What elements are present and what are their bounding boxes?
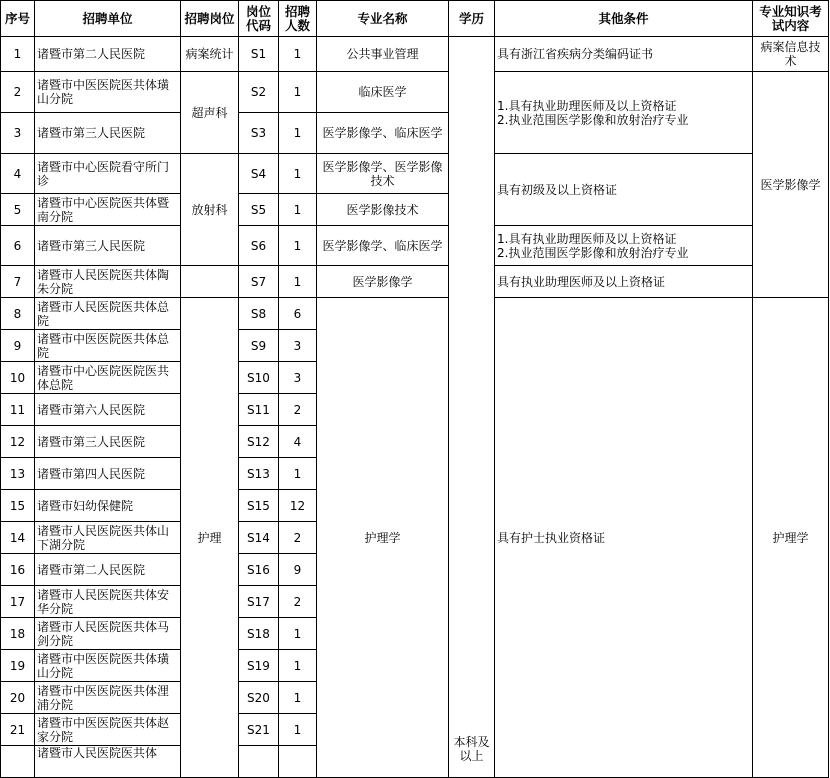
- cell-count: 1: [279, 113, 317, 154]
- cell-unit: 诸暨市中医医院医共体浬浦分院: [35, 682, 181, 714]
- cell-exam: 病案信息技术: [753, 37, 829, 72]
- cell-other-s7: 具有执业助理医师及以上资格证: [495, 266, 753, 298]
- cell-unit: 诸暨市中心医院看守所门诊: [35, 154, 181, 194]
- cell-other: 具有浙江省疾病分类编码证书: [495, 37, 753, 72]
- cell-unit: 诸暨市中心医院医共体暨南分院: [35, 194, 181, 226]
- cell-seq: 21: [1, 714, 35, 746]
- cell-count: 1: [279, 194, 317, 226]
- cell-code: S5: [239, 194, 279, 226]
- cell-major-nursing: 护理学: [317, 298, 449, 778]
- table-row: [1, 266, 829, 298]
- header-count: 招聘人数: [279, 1, 317, 37]
- cell-count: 2: [279, 394, 317, 426]
- cell-code: S15: [239, 490, 279, 522]
- table-row: [1, 226, 829, 266]
- cell-count: 1: [279, 682, 317, 714]
- table-row: [1, 298, 829, 330]
- cell-unit: 诸暨市中心医院医院医共体总院: [35, 362, 181, 394]
- cell-seq: 17: [1, 586, 35, 618]
- cell-code: [239, 746, 279, 778]
- cell-seq: 20: [1, 682, 35, 714]
- cell-code: S4: [239, 154, 279, 194]
- cell-unit: 诸暨市第四人民医院: [35, 458, 181, 490]
- cell-major: 医学影像学、临床医学: [317, 226, 449, 266]
- cell-code: S16: [239, 554, 279, 586]
- cell-code: S20: [239, 682, 279, 714]
- table-row: [1, 72, 829, 113]
- cell-unit: 诸暨市第六人民医院: [35, 394, 181, 426]
- cell-code: S18: [239, 618, 279, 650]
- cell-count: 1: [279, 618, 317, 650]
- cell-seq: 1: [1, 37, 35, 72]
- cell-major: 医学影像学: [317, 266, 449, 298]
- cell-other-s6: 1.具有执业助理医师及以上资格证 2.执业范围医学影像和放射治疗专业: [495, 226, 753, 266]
- cell-unit: 诸暨市中医医院医共体总院: [35, 330, 181, 362]
- cell-code: S8: [239, 298, 279, 330]
- cell-code: S17: [239, 586, 279, 618]
- cell-unit: 诸暨市人民医院医共体马剑分院: [35, 618, 181, 650]
- cell-code: S7: [239, 266, 279, 298]
- cell-position-ultrasound: 超声科: [181, 72, 239, 154]
- cell-unit: 诸暨市中医医院医共体璜山分院: [35, 72, 181, 113]
- cell-count: 1: [279, 226, 317, 266]
- cell-seq: 15: [1, 490, 35, 522]
- cell-major: 医学影像技术: [317, 194, 449, 226]
- header-exam: 专业知识考试内容: [753, 1, 829, 37]
- cell-unit: 诸暨市人民医院医共体安华分院: [35, 586, 181, 618]
- cell-unit: 诸暨市人民医院医共体总院: [35, 298, 181, 330]
- cell-unit: 诸暨市第二人民医院: [35, 554, 181, 586]
- cell-position-blank: [181, 266, 239, 298]
- cell-unit: 诸暨市人民医院医共体陶朱分院: [35, 266, 181, 298]
- cell-code: S1: [239, 37, 279, 72]
- cell-count: 12: [279, 490, 317, 522]
- cell-unit: 诸暨市第三人民医院: [35, 226, 181, 266]
- cell-seq: 6: [1, 226, 35, 266]
- cell-seq: 3: [1, 113, 35, 154]
- cell-count: 1: [279, 72, 317, 113]
- cell-position-radiology: 放射科: [181, 154, 239, 266]
- cell-position-nursing: 护理: [181, 298, 239, 778]
- cell-exam-nursing: 护理学: [753, 298, 829, 778]
- cell-major: 医学影像学、临床医学: [317, 113, 449, 154]
- cell-major: 临床医学: [317, 72, 449, 113]
- cell-count: 1: [279, 458, 317, 490]
- cell-seq: 8: [1, 298, 35, 330]
- cell-major: 医学影像学、医学影像技术: [317, 154, 449, 194]
- cell-seq: 16: [1, 554, 35, 586]
- cell-exam-imaging: 医学影像学: [753, 72, 829, 298]
- cell-code: S2: [239, 72, 279, 113]
- cell-unit: 诸暨市第三人民医院: [35, 113, 181, 154]
- cell-count: 1: [279, 650, 317, 682]
- cell-position: 病案统计: [181, 37, 239, 72]
- cell-code: S11: [239, 394, 279, 426]
- cell-other-nursing: 具有护士执业资格证: [495, 298, 753, 778]
- table-row: [1, 37, 829, 72]
- cell-count: 1: [279, 266, 317, 298]
- cell-code: S3: [239, 113, 279, 154]
- cell-unit: 诸暨市中医医院医共体璜山分院: [35, 650, 181, 682]
- cell-seq: 10: [1, 362, 35, 394]
- cell-seq: 9: [1, 330, 35, 362]
- cell-code: S19: [239, 650, 279, 682]
- cell-count: 3: [279, 362, 317, 394]
- cell-count: 4: [279, 426, 317, 458]
- cell-seq: 19: [1, 650, 35, 682]
- cell-code: S14: [239, 522, 279, 554]
- cell-unit: 诸暨市第三人民医院: [35, 426, 181, 458]
- cell-education-merged: 本科及以上: [449, 37, 495, 778]
- cell-seq: 11: [1, 394, 35, 426]
- header-other: 其他条件: [495, 1, 753, 37]
- cell-code: S21: [239, 714, 279, 746]
- cell-count: 2: [279, 522, 317, 554]
- cell-code: S13: [239, 458, 279, 490]
- table-row: [1, 154, 829, 194]
- cell-code: S10: [239, 362, 279, 394]
- cell-seq: 5: [1, 194, 35, 226]
- cell-seq: 12: [1, 426, 35, 458]
- cell-count: 1: [279, 37, 317, 72]
- cell-count: 2: [279, 586, 317, 618]
- cell-count: 1: [279, 714, 317, 746]
- cell-count: [279, 746, 317, 778]
- cell-seq: 14: [1, 522, 35, 554]
- cell-other-s4s5: 具有初级及以上资格证: [495, 154, 753, 226]
- header-code: 岗位代码: [239, 1, 279, 37]
- cell-seq: 2: [1, 72, 35, 113]
- cell-unit: 诸暨市第二人民医院: [35, 37, 181, 72]
- header-major: 专业名称: [317, 1, 449, 37]
- header-seq: 序号: [1, 1, 35, 37]
- cell-seq: 7: [1, 266, 35, 298]
- header-row: [1, 1, 829, 37]
- cell-seq: 18: [1, 618, 35, 650]
- cell-major: 公共事业管理: [317, 37, 449, 72]
- cell-code: S6: [239, 226, 279, 266]
- cell-seq: 13: [1, 458, 35, 490]
- cell-count: 6: [279, 298, 317, 330]
- header-unit: 招聘单位: [35, 1, 181, 37]
- cell-unit: 诸暨市人民医院医共体山下湖分院: [35, 522, 181, 554]
- cell-unit: 诸暨市中医医院医共体赵家分院: [35, 714, 181, 746]
- cell-unit: 诸暨市妇幼保健院: [35, 490, 181, 522]
- cell-unit: 诸暨市人民医院医共体: [35, 746, 181, 778]
- cell-seq: 4: [1, 154, 35, 194]
- cell-code: S9: [239, 330, 279, 362]
- header-position: 招聘岗位: [181, 1, 239, 37]
- cell-count: 1: [279, 154, 317, 194]
- cell-seq: [1, 746, 35, 778]
- cell-count: 3: [279, 330, 317, 362]
- cell-other-s2s3: 1.具有执业助理医师及以上资格证 2.执业范围医学影像和放射治疗专业: [495, 72, 753, 154]
- cell-code: S12: [239, 426, 279, 458]
- cell-count: 9: [279, 554, 317, 586]
- header-education: 学历: [449, 1, 495, 37]
